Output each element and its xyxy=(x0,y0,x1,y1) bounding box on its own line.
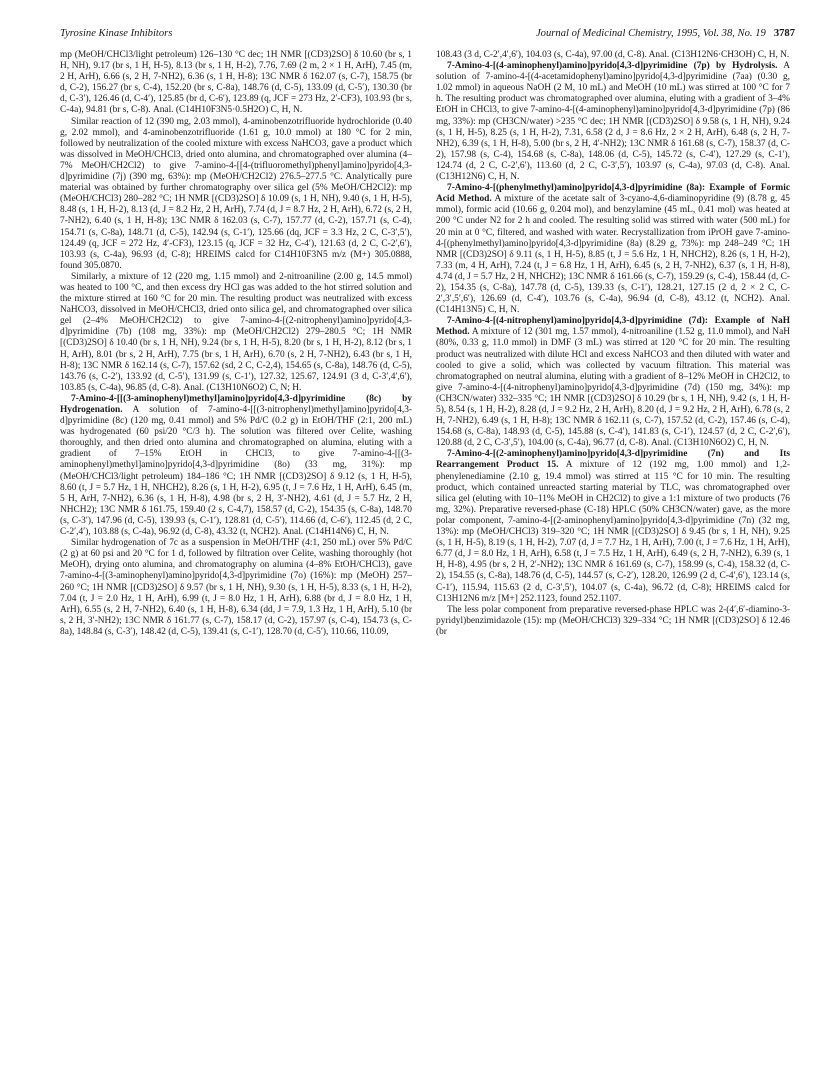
paragraph xyxy=(60,272,412,394)
paragraph-text: A mixture of 12 (301 mg, 1.57 mmol), 4-nitroaniline (1.52 g, 11.0 mmol), and NaH (80%, 0.33 g, 11.0 mmol) in DMF (3 mL) was stirred at 120 °C for 20 min. The resulting product was neutralized with dilute HCl and excess NaHCO3 and then diluted with water and cooled to give a solid, which was collected by vacuum filtration. This material was chromatographed on neutral alumina, eluting with a gradient of 8–12% MeOH in CH2Cl2, to give 7-amino-4-[(4-nitrophenyl)amino]pyrido[4,3-d]pyrimidine (7d) (150 mg, 34%): mp (CH3CN/water) 332–335 °C; 1H NMR [(CD3)2SO] δ 10.29 (br s, 1 H, NH), 9.42 (s, 1 H, H-5), 8.54 (s, 1 H, H-2), 8.28 (d, J = 9.2 Hz, 2 H, ArH), 8.20 (d, J = 9.2 Hz, 2 H, ArH), 6.78 (s, 2 H, 7-NH2), 6.49 (s, 1 H, H-8); 13C NMR δ 162.11 (s, C-7), 157.52 (d, C-2), 157.46 (s, C-4), 154.68 (s, C-8a), 148.93 (d, C-5), 145.88 (s, C-4′), 141.83 (s, C-1′), 124.57 (d, 2 C, C-2′,6′), 120.88 (d, 2 C, C-3′,5′), 104.00 (s, C-4a), 96.77 (d, C-8). Anal. (C13H10N6O2) C, H, N. xyxy=(436,327,790,449)
paragraph xyxy=(436,449,790,604)
paragraph-text: A mixture of the acetate salt of 3-cyano-4,6-diaminopyridine (9) (8.78 g, 45 mmol), formic acid (10.66 g, 0.204 mol), and benzylamine (45 mL, 0.41 mol) was heated at 200 °C under N2 for 2 h and cooled. The resulting solid was stirred with water (500 mL) for 20 min at 0 °C, filtered, and washed with water. Recrystallization from iPrOH gave 7-amino-4-[(phenylmethyl)amino]pyrido[4,3-d]pyrimidine (8a) (8.29 g, 73%): mp 248–249 °C; 1H NMR [(CD3)2SO] δ 9.11 (s, 1 H, H-5), 8.85 (t, J = 5.6 Hz, 1 H, NHCH2), 8.26 (s, 1 H, H-2), 7.33 (m, 4 H, ArH), 7.24 (t, J = 6.8 Hz, 1 H, ArH), 6.45 (s, 2 H, 7-NH2), 6.37 (s, 1 H, H-8), 4.74 (d, J = 5.7 Hz, 2 H, NHCH2); 13C NMR δ 161.66 (s, C-7), 159.29 (s, C-4), 158.44 (d, C-2), 154.35 (s, C-8a), 147.78 (d, C-5), 139.33 (s, C-1′), 128.21, 127.15 (2 d, 2 × 2 C, C-2′,3′,5′,6′), 126.69 (d, C-4′), 103.76 (s, C-4a), 96.94 (d, C-8), 43.12 (t, NCH2). Anal. (C14H13N5) C, H, N. xyxy=(436,194,790,316)
paragraph-heading: 7-Amino-4-[(4-aminophenyl)amino]pyrido[4,3-d]pyrimidine (7p) by Hydrolysis. xyxy=(447,61,778,72)
paragraph xyxy=(436,605,790,638)
paragraph-text: A solution of 7-amino-4-[(4-acetamidophenyl)amino]pyrido[4,3-d]pyrimidine (7aa) (0.30 g, 1.02 mmol) in aqueous NaOH (2 M, 10 mL) and MeOH (10 mL) was stirred at 100 °C for 7 h. The resulting product was chromatographed over alumina, eluting with a gradient of 3–4% EtOH in CHCl3, to give 7-amino-4-[(4-aminophenyl)amino]pyrido[4,3-d]pyrimidine (7p) (86 mg, 33%): mp (CH3CN/water) >235 °C dec; 1H NMR [(CD3)2SO] δ 9.58 (s, 1 H, NH), 9.24 (s, 1 H, H-5), 8.25 (s, 1 H, H-2), 7.31, 6.58 (2 d, J = 8.6 Hz, 2 × 2 H, ArH), 6.48 (s, 2 H, 7-NH2), 6.39 (s, 1 H, H-8), 5.00 (br s, 2 H, 4′-NH2); 13C NMR δ 161.68 (s, C-7), 158.37 (d, C-2), 157.98 (s, C-4), 154.68 (s, C-8a), 148.06 (d, C-5), 145.72 (s, C-4′), 127.29 (s, C-1′), 124.74 (d, 2 C, C-2′,6′), 113.60 (d, 2 C, C-3′,5′), 103.97 (s, C-4a), 97.03 (d, C-8). Anal. (C13H12N6) C, H, N. xyxy=(436,61,790,183)
paragraph-text: A mixture of 12 (192 mg, 1.00 mmol) and 1,2-phenylenediamine (2.10 g, 19.4 mmol) was stirred at 115 °C for 10 min. The resulting product, which contained unreacted starting material by TLC, was chromatographed over silica gel (eluting with 10–11% MeOH in CH2Cl2) to give a 1:1 mixture of two products (76 mg, 32%). Preparative reversed-phase (C-18) HPLC (50% CH3CN/water) gave, as the more polar component, 7-amino-4-[(2-aminophenyl)amino]pyrido[4,3-d]pyrimidine (7n) (32 mg, 13%): mp (MeOH/CHCl3) 319–320 °C; 1H NMR [(CD3)2SO] δ 9.45 (br s, 1 H, NH), 9.25 (s, 1 H, H-5), 8.19 (s, 1 H, H-2), 7.07 (d, J = 7.7 Hz, 1 H, ArH), 7.00 (t, J = 7.6 Hz, 1 H, ArH), 6.77 (d, J = 8.0 Hz, 1 H, ArH), 6.58 (t, J = 7.5 Hz, 1 H, ArH), 6.49 (s, 2 H, 7-NH2), 6.39 (s, 1 H, H-8), 4.95 (br s, 2 H, 2′-NH2); 13C NMR δ 161.69 (s, C-7), 158.99 (s, C-4), 158.32 (d, C-2), 154.55 (s, C-8a), 148.76 (d, C-5), 144.57 (s, C-2′), 128.20, 126.99 (2 d, C-4′,6′), 123.14 (s, C-1′), 115.94, 115.63 (2 d, C-3′,5′), 104.07 (s, C-4a), 96.72 (d, C-8); HREIMS calcd for C13H12N6 m/z [M+] 252.1123, found 252.1107. xyxy=(436,460,790,604)
paragraph xyxy=(436,50,790,61)
paragraph xyxy=(60,538,412,638)
paragraph xyxy=(60,117,412,272)
paragraph-heading: 7-Amino-4-[[(3-aminophenyl)methyl]amino]pyrido[4,3-d]pyrimidine (8c) by Hydrogenation. xyxy=(60,393,412,415)
running-head xyxy=(60,28,795,44)
paragraph xyxy=(436,316,790,449)
paragraph-text: Similar hydrogenation of 7c as a suspension in MeOH/THF (4:1, 250 mL) over 5% Pd/C (2 g) at 60 psi and 20 °C for 1 d, followed by filtration over Celite, washing thoroughly (hot MeOH), drying onto alumina, and chromatography on alumina (4–8% EtOH/CHCl3), gave 7-amino-4-[(3-aminophenyl)amino]pyrido[4,3-d]pyrimidine (7o) (16%): mp (MeOH) 257–260 °C; 1H NMR [(CD3)2SO] δ 9.57 (br s, 1 H, NH), 9.30 (s, 1 H, H-5), 8.33 (s, 1 H, H-2), 7.04 (t, J = 2.0 Hz, 1 H, ArH), 6.99 (t, J = 8.0 Hz, 1 H, ArH), 6.88 (br d, J = 8.0 Hz, 1 H, ArH), 6.55 (s, 2 H, 7-NH2), 6.40 (s, 1 H, H-8), 6.34 (dd, J = 7.9, 1.3 Hz, 1 H, ArH), 5.10 (br s, 2 H, 3′-NH2); 13C NMR δ 161.77 (s, C-7), 158.17 (d, C-2), 157.97 (s, C-4), 154.73 (s, C-8a), 148.84 (s, C-3′), 148.42 (d, C-5), 139.41 (s, C-1′), 128.70 (d, C-5′), 110.66, 110.09, xyxy=(60,538,412,637)
paragraph-text: Similarly, a mixture of 12 (220 mg, 1.15 mmol) and 2-nitroaniline (2.00 g, 14.5 mmol) was heated to 100 °C, and then excess dry HCl gas was added to the hot stirred solution and the mixture stirred at 160 °C for 20 min. The resulting product was neutralized with excess NaHCO3, dissolved in MeOH/CHCl3, dried onto silica gel, and chromatographed over silica gel (2–4% MeOH/CH2Cl2) to give 7-amino-4-[(2-nitrophenyl)amino]pyrido[4,3-d]pyrimidine (7b) (108 mg, 33%): mp (MeOH/CH2Cl2) 279–280.5 °C; 1H NMR [(CD3)2SO] δ 10.40 (br s, 1 H, NH), 9.24 (br s, 1 H, H-5), 8.20 (br s, 1 H, H-2), 8.12 (br s, 1 H, ArH), 8.01 (br s, 2 H, ArH), 7.75 (br s, 1 H, ArH), 6.70 (s, 2 H, 7-NH2), 6.43 (br s, 1 H, H-8); 13C NMR δ 162.14 (s, C-7), 157.62 (sd, 2 C, C-2,4), 154.65 (s, C-8a), 148.76 (d, C-5), 143.76 (s, C-2′), 133.92 (d, C-5′), 131.99 (s, C-1′), 127.32, 125.67, 124.91 (3 d, C-3′,4′,6′), 103.85 (s, C-4a), 96.85 (d, C-8). Anal. (C13H10N6O2) C, N; H. xyxy=(60,271,412,393)
paragraph-text: The less polar component from preparative reversed-phase HPLC was 2-(4′,6′-diamino-3-pyridyl)benzimidazole (15): mp (MeOH/CHCl3) 329–334 °C; 1H NMR [(CD3)2SO] δ 12.46 (br xyxy=(436,604,790,637)
paragraph xyxy=(436,61,790,183)
paragraph-text: 108.43 (3 d, C-2′,4′,6′), 104.03 (s, C-4a), 97.00 (d, C-8). Anal. (C13H12N6·CH3OH) C, H, N. xyxy=(436,50,790,60)
paragraph xyxy=(60,50,412,117)
paragraph-text: mp (MeOH/CHCl3/light petroleum) 126–130 °C dec; 1H NMR [(CD3)2SO] δ 10.60 (br s, 1 H, NH), 9.17 (br s, 1 H, H-5), 8.13 (br s, 1 H, H-2), 7.76, 7.69 (2 m, 2 × 1 H, ArH), 7.45 (m, 2 H, ArH), 6.66 (s, 2 H, 7-NH2), 6.36 (s, 1 H, H-8); 13C NMR δ 162.07 (s, C-7), 158.75 (br d, C-2), 156.27 (br s, C-4), 152.20 (br s, C-8a), 148.76 (d, C-5), 133.09 (d, C-5′), 130.30 (br d, C-3′), 126.46 (d, C-4′), 125.85 (br d, C-6′), 123.89 (q, JCF = 273 Hz, 2′-CF3), 103.93 (br s, C-4a), 94.81 (br s, C-8). Anal. (C14H10F3N5·0.5H2O) C, H, N. xyxy=(60,50,412,116)
paragraph-heading: 7-Amino-4-[(phenylmethyl)amino]pyrido[4,3-d]pyrimidine (8a): Example of Formic Acid Method. xyxy=(436,183,790,205)
paragraph xyxy=(436,183,790,316)
paragraph-text: A solution of 7-amino-4-[[(3-nitrophenyl)methyl]amino]pyrido[4,3-d]pyrimidine (8c) (120 mg, 0.41 mmol) and 5% Pd/C (0.2 g) in EtOH/THF (2:1, 200 mL) was hydrogenated (60 psi/20 °C/3 h). The solution was filtered over Celite, washing thoroughly, and then dried onto alumina and chromatographed on alumina, eluting with a gradient of 7–15% EtOH in CHCl3, to give 7-amino-4-[[(3-aminophenyl)methyl]amino]pyrido[4,3-d]pyrimidine (8o) (33 mg, 31%): mp (MeOH/CHCl3/light petroleum) 184–186 °C; 1H NMR [(CD3)2SO] δ 9.12 (s, 1 H, H-5), 8.60 (t, J = 5.7 Hz, 1 H, NHCH2), 8.26 (s, 1 H, H-2), 6.95 (t, J = 7.6 Hz, 1 H, ArH), 6.45 (m, 5 H, ArH, 7-NH2), 6.36 (s, 1 H, H-8), 4.98 (br s, 2 H, 3′-NH2), 4.61 (d, J = 5.7 Hz, 2 H, NHCH2); 13C NMR δ 161.75, 159.40 (2 s, C-4,7), 158.57 (d, C-2), 154.35 (s, C-8a), 148.70 (s, C-3′), 147.96 (d, C-5), 139.93 (s, C-1′), 128.81 (d, C-5′), 114.66 (d, C-6′), 112.45 (d, 2 C, C-2′,4′), 103.88 (s, C-4a), 96.92 (d, C-8), 43.32 (t, NCH2). Anal. (C14H14N6) C, H, N. xyxy=(60,405,412,538)
running-head-journal xyxy=(536,28,795,39)
journal-citation: Journal of Medicinal Chemistry, 1995, Vol. 38, No. 19 xyxy=(535,28,766,39)
paragraph-heading: 7-Amino-4-[(4-nitrophenyl)amino]pyrido[4,3-d]pyrimidine (7d): Example of NaH Method. xyxy=(436,316,790,338)
left-column xyxy=(60,50,412,1068)
page-number: 3787 xyxy=(773,28,795,39)
paragraph-heading: 7-Amino-4-[(2-aminophenyl)amino]pyrido[4,3-d]pyrimidine (7n) and Its Rearrangement Product 15. xyxy=(436,449,790,471)
running-head-title: Tyrosine Kinase Inhibitors xyxy=(60,28,173,39)
right-column xyxy=(436,50,790,1068)
paragraph xyxy=(60,394,412,538)
paragraph-text: Similar reaction of 12 (390 mg, 2.03 mmol), 4-aminobenzotrifluoride hydrochloride (0.40 g, 2.02 mmol), and 4-aminobenzotrifluoride (1.61 g, 10.0 mmol) at 180 °C for 2 min, followed by neutralization of the cooled mixture with excess NaHCO3, gave a product which was dissolved in MeOH/CHCl3, dried onto alumina, and chromatographed over alumina (4–7% MeOH/CH2Cl2) to give 7-amino-4-[[4-(trifluoromethyl)phenyl]amino]pyrido[4,3-d]pyrimidine (7j) (390 mg, 63%): mp (MeOH/CH2Cl2) 276.5–277.5 °C. Analytically pure material was obtained by further chromatography over silica gel (5% MeOH/CH2Cl2): mp (MeOH/CHCl3) 280–282 °C; 1H NMR [(CD3)2SO] δ 10.09 (s, 1 H, NH), 9.40 (s, 1 H, H-5), 8.48 (s, 1 H, H-2), 8.13 (d, J = 8.2 Hz, 2 H, ArH), 7.74 (d, J = 8.7 Hz, 2 H, ArH), 6.72 (s, 2 H, 7-NH2), 6.40 (s, 1 H, H-8); 13C NMR δ 162.03 (s, C-7), 157.77 (d, C-2), 157.71 (s, C-4), 154.71 (s, C-8a), 148.71 (d, C-5), 142.94 (s, C-1′), 125.66 (dq, JCF = 3.3 Hz, 2 C, C-3′,5′), 124.49 (q, JCF = 272 Hz, 4′-CF3), 123.15 (q, JCF = 32 Hz, C-4′), 121.63 (d, 2 C, C-2′,6′), 103.93 (s, C-4a), 96.93 (d, C-8); HREIMS calcd for C14H10F3N5 m/z (M+) 305.0888, found 305.0870. xyxy=(60,116,412,271)
